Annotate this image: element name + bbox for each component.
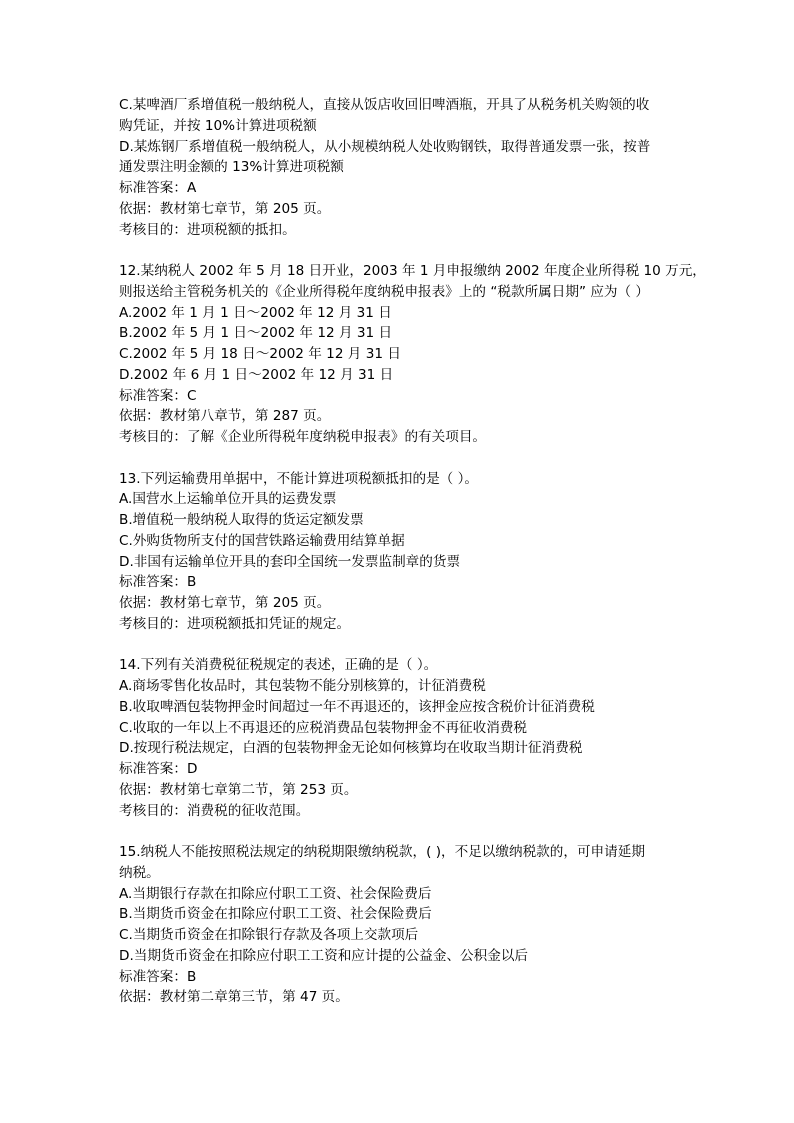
blank-line — [119, 821, 699, 842]
reference-line: 依据：教材第七章节，第 205 页。 — [119, 200, 331, 217]
reference-line: 依据：教材第七章第二节，第 253 页。 — [119, 781, 358, 798]
answer-line: 标准答案：A — [119, 180, 197, 196]
option-line: B.增值税一般纳税人取得的货运定额发票 — [119, 512, 364, 528]
question-block-q13 — [119, 469, 699, 635]
blank-line — [119, 448, 699, 469]
question-block-q15 — [119, 842, 699, 1008]
answer-line: 标准答案：B — [119, 968, 197, 985]
text-line: 购凭证，并按 10%计算进项税额 — [119, 117, 317, 134]
option-line: C.某啤酒厂系增值税一般纳税人，直接从饭店收回旧啤酒瓶，开具了从税务机关购领的收 — [119, 97, 650, 113]
answer-line: 标准答案：C — [119, 387, 197, 404]
objective-line: 考核目的：了解《企业所得税年度纳税申报表》的有关项目。 — [119, 429, 487, 445]
reference-line: 依据：教材第二章第三节，第 47 页。 — [119, 989, 349, 1006]
reference-line: 依据：教材第七章节，第 205 页。 — [119, 595, 331, 611]
question-stem: 12.某纳税人 2002 年 5 月 18 日开业，2003 年 1 月申报缴纳 2002 年度企业所得税 10 万元， — [119, 263, 706, 279]
option-line: B.当期货币资金在扣除应付职工工资、社会保险费后 — [119, 906, 432, 923]
option-line: A.商场零售化妆品时，其包装物不能分别核算的，计征消费税 — [119, 678, 486, 694]
option-line: D.2002 年 6 月 1 日～2002 年 12 月 31 日 — [119, 366, 394, 383]
question-block-q14 — [119, 655, 699, 821]
objective-line: 考核目的：进项税额的抵扣。 — [119, 221, 296, 238]
question-stem: 15.纳税人不能按照税法规定的纳税期限缴纳税款，( )，不足以缴纳税款的，可申请延期 — [119, 844, 645, 860]
text-line: 则报送给主管税务机关的《企业所得税年度纳税申报表》上的 “税款所属日期” 应为（ ） — [119, 283, 650, 300]
option-line: C.外购货物所支付的国营铁路运输费用结算单据 — [119, 532, 405, 549]
option-line: C.当期货币资金在扣除银行存款及各项上交款项后 — [119, 927, 419, 943]
text-line: 纳税。 — [119, 864, 160, 881]
question-stem: 13.下列运输费用单据中，不能计算进项税额抵扣的是（ ）。 — [119, 470, 478, 487]
option-line: C.2002 年 5 月 18 日～2002 年 12 月 31 日 — [119, 346, 401, 362]
option-line: D.按现行税法规定，白酒的包装物押金无论如何核算均在收取当期计征消费税 — [119, 740, 583, 757]
option-line: A.当期银行存款在扣除应付职工工资、社会保险费后 — [119, 885, 432, 902]
option-line: D.某炼钢厂系增值税一般纳税人，从小规模纳税人处收购钢铁，取得普通发票一张，按普 — [119, 138, 651, 155]
option-line: D.非国有运输单位开具的套印全国统一发票监制章的货票 — [119, 553, 461, 570]
document-body — [119, 95, 706, 1008]
objective-line: 考核目的：消费税的征收范围。 — [119, 802, 310, 819]
question-block-q12 — [119, 261, 706, 448]
option-line: B.2002 年 5 月 1 日～2002 年 12 月 31 日 — [119, 325, 393, 342]
reference-line: 依据：教材第八章节，第 287 页。 — [119, 408, 331, 425]
blank-line — [119, 240, 699, 261]
blank-line — [119, 635, 699, 656]
option-line: B.收取啤酒包装物押金时间超过一年不再退还的，该押金应按含税价计征消费税 — [119, 698, 595, 715]
answer-line: 标准答案：B — [119, 574, 197, 591]
option-line: D.当期货币资金在扣除应付职工工资和应计提的公益金、公积金以后 — [119, 947, 529, 964]
question-block-q11-tail — [119, 95, 699, 240]
question-stem: 14.下列有关消费税征税规定的表述，正确的是（ ）。 — [119, 657, 438, 674]
text-line: 通发票注明金额的 13%计算进项税额 — [119, 159, 344, 176]
answer-line: 标准答案：D — [119, 761, 198, 777]
option-line: A.2002 年 1 月 1 日～2002 年 12 月 31 日 — [119, 304, 392, 321]
option-line: A.国营水上运输单位开具的运费发票 — [119, 491, 337, 508]
objective-line: 考核目的：进项税额抵扣凭证的规定。 — [119, 615, 351, 632]
option-line: C.收取的一年以上不再退还的应税消费品包装物押金不再征收消费税 — [119, 719, 528, 736]
